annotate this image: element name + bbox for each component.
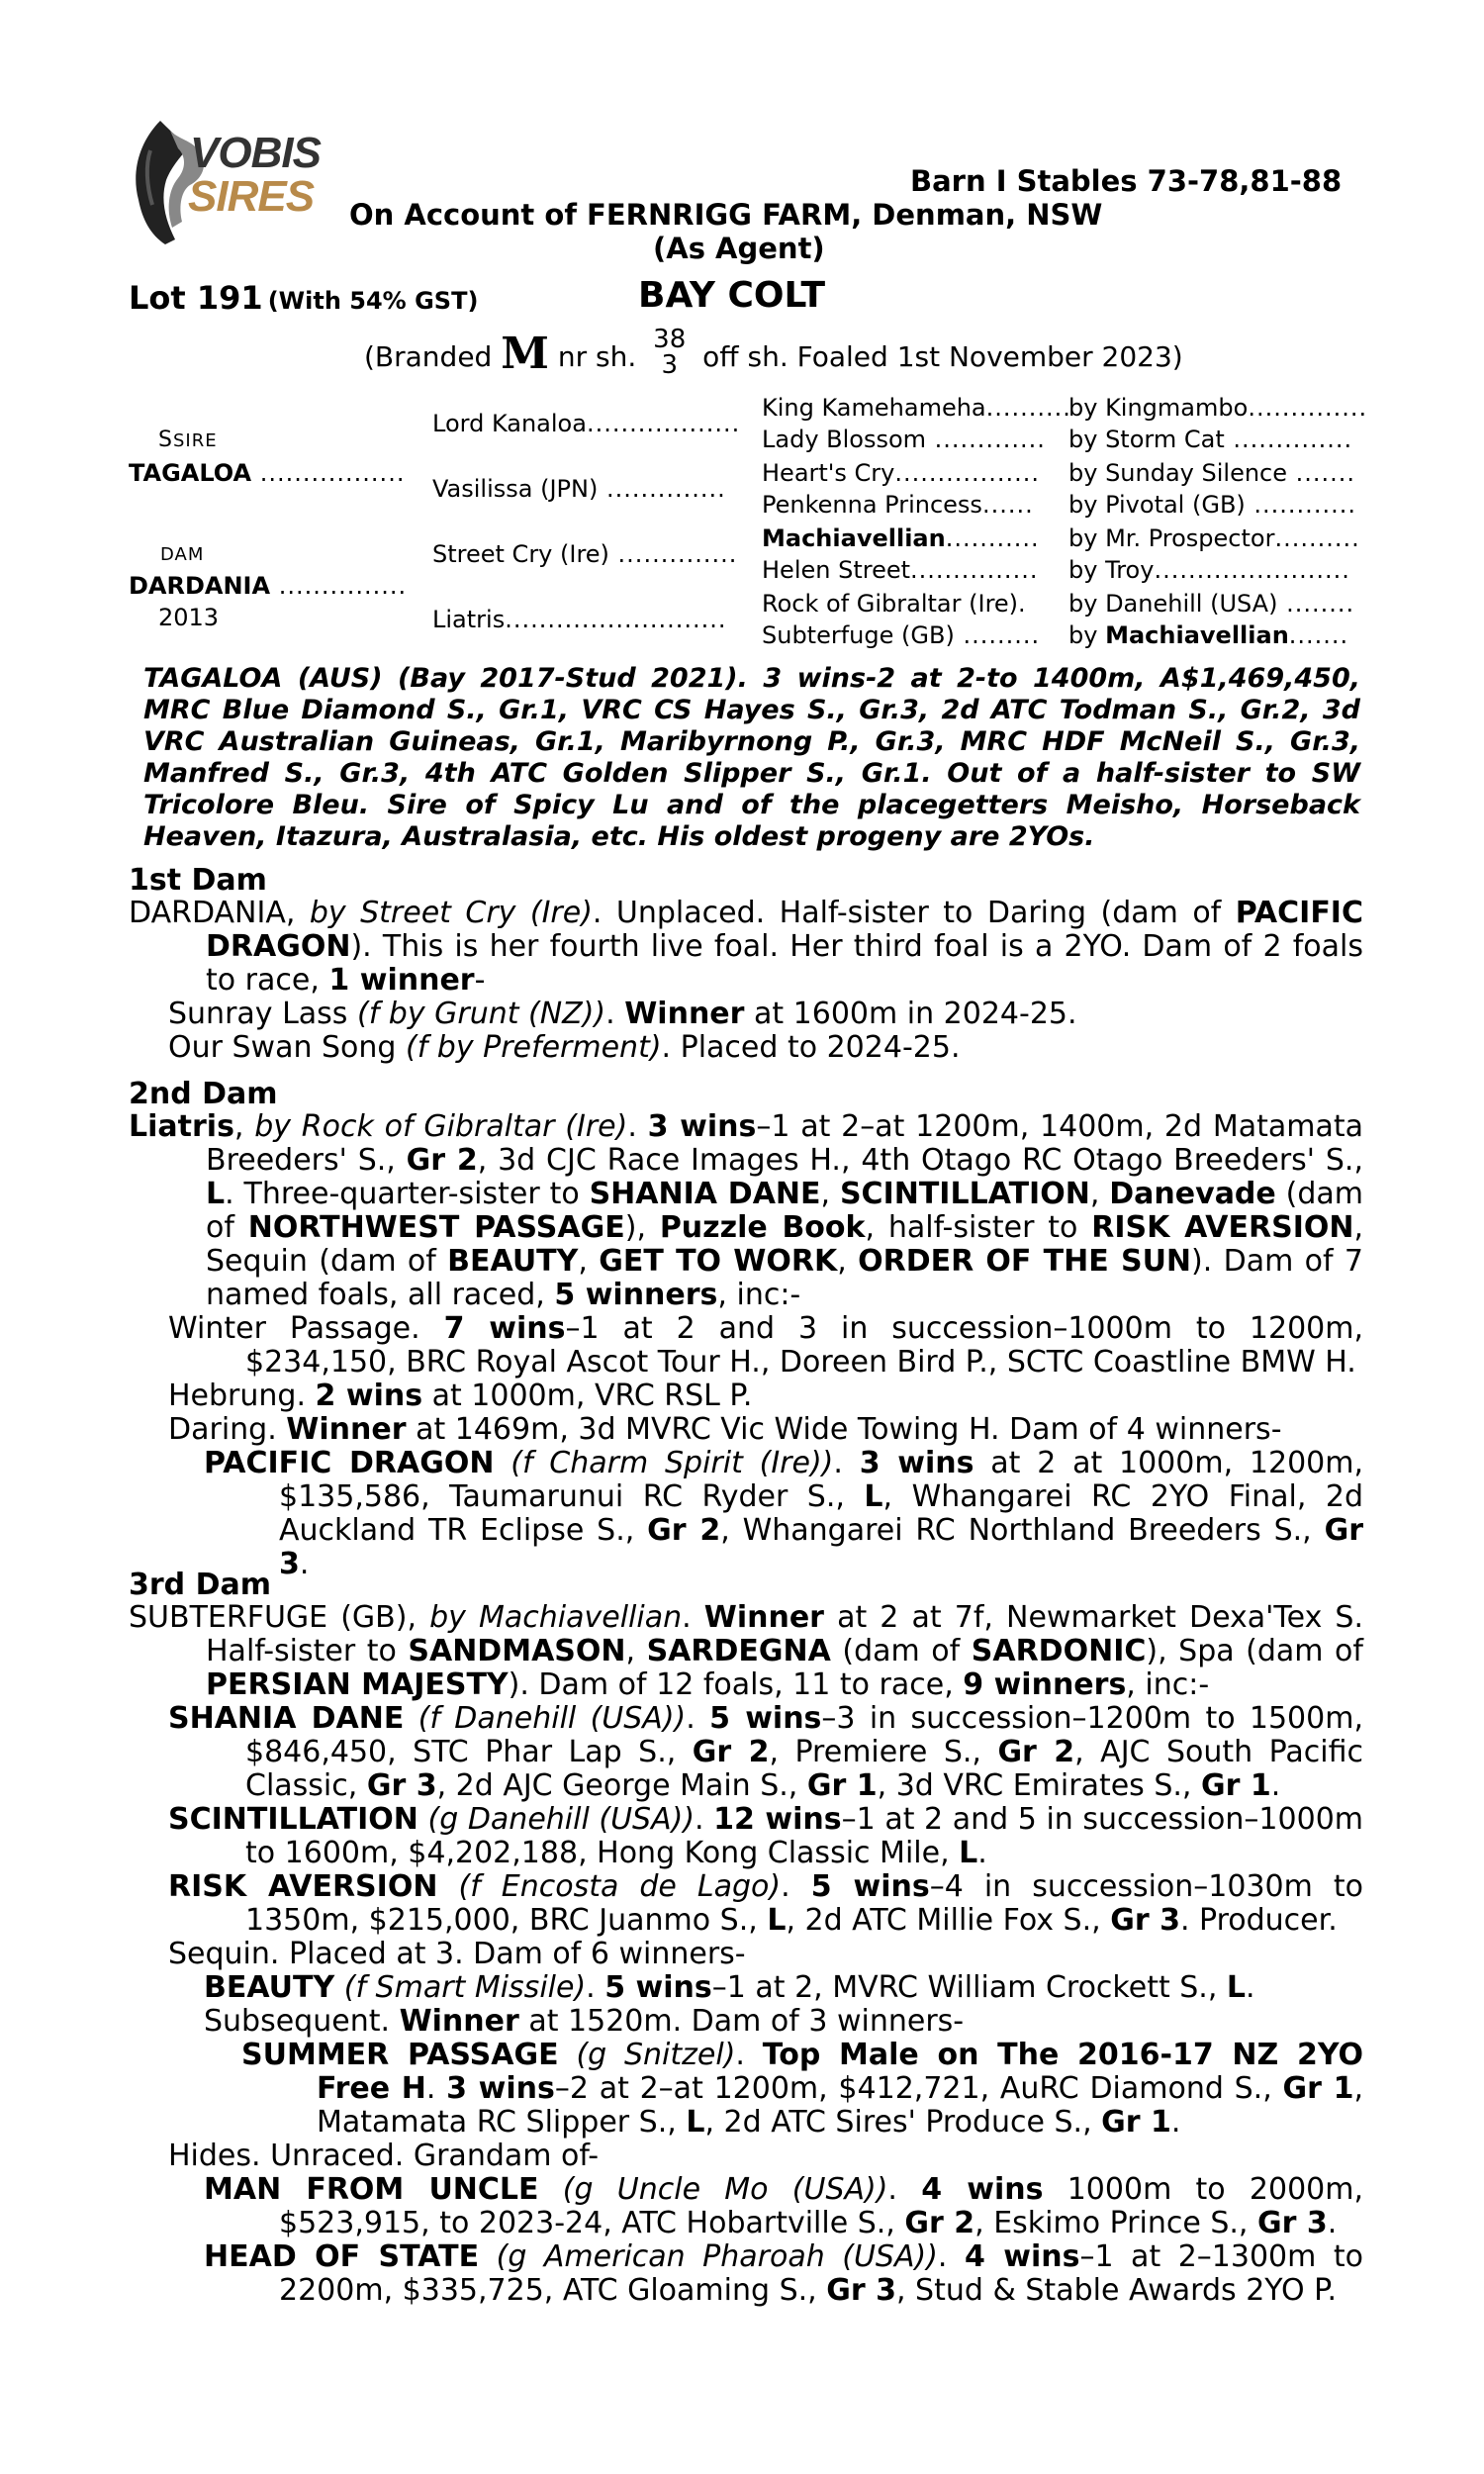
text-run: at 1000m, VRC RSL P. (422, 1379, 753, 1413)
g3-7-bold: Machiavellian (1105, 621, 1289, 649)
text-run: NORTHWEST PASSAGE (247, 1210, 625, 1245)
text-run: at 2 at 7f, Newmarket Dexa'Tex S. Half-sister to (206, 1600, 1363, 1668)
g1-2: Street Cry (Ire) .............. (432, 540, 738, 568)
g2-4: Machiavellian........... (762, 524, 1040, 552)
text-run: , Whangarei RC Northland Breeders S., (720, 1513, 1325, 1548)
text-run: Gr 2 (997, 1735, 1075, 1769)
gst-note: (With 54% GST) (267, 287, 479, 315)
text-run: 9 winners (963, 1667, 1127, 1702)
g2-6: Rock of Gibraltar (Ire). (762, 590, 1027, 618)
first-dam-section (129, 897, 1363, 1065)
sire-label-text: SIRE (172, 430, 218, 451)
g3-7: by Machiavellian....... (1068, 621, 1349, 649)
g2-1-text: Lady Blossom (762, 426, 927, 453)
text-run: –2 at 2–at 1200m, $412,721, AuRC Diamond S., (554, 2071, 1283, 2106)
g1-2-text: Street Cry (Ire) (432, 540, 609, 568)
text-run: Gr 3 (366, 1768, 437, 1803)
brand-nr: nr sh. (557, 340, 637, 373)
text-run: –1 at 2 and 3 in succession–1000m to 1200m, $234,150, BRC Royal Ascot Tour H., Doreen Bird P., SCTC Coastline BMW H. (245, 1311, 1363, 1380)
text-run: Winner (703, 1600, 824, 1635)
text-run: , (837, 1244, 859, 1279)
text-run: SCINTILLATION (168, 1802, 418, 1837)
brand-number-top: 38 (653, 325, 687, 354)
g3-5-text: by Troy (1068, 556, 1155, 584)
text-run: , (625, 1634, 647, 1668)
text-run: SHANIA DANE (589, 1177, 821, 1211)
text-run: ), Spa (dam of (1146, 1634, 1363, 1668)
third-dam-paragraph (129, 1601, 1363, 1702)
text-run (539, 2172, 563, 2207)
text-run: . (425, 2071, 447, 2106)
g1-0: Lord Kanaloa.................. (432, 410, 741, 437)
g2-7: Subterfuge (GB) ......... (762, 621, 1041, 649)
text-run: Sunray Lass (168, 997, 357, 1031)
text-run: L (959, 1836, 978, 1870)
text-run: 2 wins (315, 1379, 423, 1413)
text-run: 3 wins (647, 1109, 757, 1144)
text-run: RISK AVERSION (1091, 1210, 1354, 1245)
text-run: at 2 at 1000m, 1200m, $135,586, Taumarunui RC Ryder S., (279, 1446, 1363, 1514)
text-run: Hebrung. (168, 1379, 316, 1413)
text-run: 5 wins (709, 1701, 822, 1736)
text-run: 5 winners (554, 1278, 718, 1312)
g3-1-text: by Storm Cat (1068, 426, 1225, 453)
g3-1: by Storm Cat .............. (1068, 426, 1353, 453)
text-run: , Whangarei RC 2YO Final, 2d Auckland TR Eclipse S., (279, 1479, 1363, 1548)
text-run: SANDMASON (408, 1634, 626, 1668)
third-dam-section (129, 1601, 1363, 2308)
text-run: DARDANIA, (129, 896, 310, 930)
progeny-beauty (129, 1971, 1363, 2005)
text-run: L (686, 2105, 705, 2140)
first-dam-title: 1st Dam (129, 863, 267, 898)
text-run: SUBTERFUGE (GB), (129, 1600, 430, 1635)
g3-0: by Kingmambo.............. (1068, 394, 1368, 422)
third-dam-title: 3rd Dam (129, 1568, 271, 1602)
text-run (437, 1869, 458, 1904)
text-run: , Matamata RC Slipper S., (317, 2071, 1363, 2140)
text-run: 4 wins (964, 2239, 1080, 2274)
account-info: On Account of FERNRIGG FARM, Denman, NSW (349, 198, 1103, 232)
text-run: . (627, 1109, 648, 1144)
g2-4-text: Machiavellian (762, 524, 946, 552)
text-run: L (767, 1903, 787, 1938)
text-run: (g Snitzel) (576, 2038, 736, 2072)
progeny-our-swan-song (129, 1031, 1363, 1065)
g2-2-text: Heart's Cry (762, 459, 895, 487)
g3-6: by Danehill (USA) ........ (1068, 590, 1355, 618)
agent-info: (As Agent) (653, 232, 825, 265)
dam-name: DARDANIA ............... (129, 572, 408, 600)
brand-line (364, 327, 1183, 384)
text-run: , Stud & Stable Awards 2YO P. (895, 2273, 1338, 2308)
g1-1: Vasilissa (JPN) .............. (432, 475, 726, 503)
text-run: , half-sister to (865, 1210, 1092, 1245)
text-run: –1 at 2 and 5 in succession–1000m to 1600m, $4,202,188, Hong Kong Classic Mile, (245, 1802, 1364, 1870)
text-run: . (1170, 2105, 1181, 2140)
text-run: . (299, 1547, 310, 1581)
text-run: Gr 2 (904, 2206, 975, 2240)
text-run: , Sequin (dam of (206, 1210, 1364, 1279)
text-run: at 1520m. Dam of 3 winners- (518, 2004, 965, 2039)
text-run: Liatris (129, 1109, 234, 1144)
text-run: GET TO WORK (599, 1244, 838, 1279)
barn-info: Barn I Stables 73-78,81-88 (910, 164, 1343, 198)
text-run: . (887, 2172, 922, 2207)
text-run: ). Dam of 7 named foals, all raced, (206, 1244, 1363, 1312)
text-run: , (1089, 1177, 1110, 1211)
text-run: , 3d CJC Race Images H., 4th Otago RC Otago Breeders' S., (477, 1143, 1363, 1178)
text-run: 5 wins (604, 1970, 712, 2005)
text-run: Gr 3 (1257, 2206, 1328, 2240)
g3-3-text: by Pivotal (GB) (1068, 491, 1246, 519)
g1-3: Liatris.......................... (432, 606, 727, 633)
text-run: Winner (286, 1412, 407, 1447)
brand-vobis: VOBIS (190, 129, 321, 177)
text-run: . (1327, 2206, 1338, 2240)
text-run: . (682, 1600, 704, 1635)
text-run: L (864, 1479, 883, 1514)
text-run: L (1226, 1970, 1247, 2005)
brand-mark: M (501, 329, 549, 379)
g2-6-text: Rock of Gibraltar (Ire) (762, 590, 1019, 618)
text-run: (f by Grunt (NZ)) (356, 997, 606, 1031)
text-run: (f Danehill (USA)) (417, 1701, 687, 1736)
text-run: . Producer. (1179, 1903, 1338, 1938)
text-run (479, 2239, 497, 2274)
text-run: Gr 1 (1201, 1768, 1271, 1803)
progeny-sunray-lass (129, 998, 1363, 1031)
text-run: 12 wins (713, 1802, 842, 1837)
text-run: ). Dam of 12 foals, 11 to race, (508, 1667, 964, 1702)
text-run: Danevade (1109, 1177, 1276, 1211)
progeny-scintillation (129, 1803, 1363, 1870)
text-run: Winner (624, 997, 745, 1031)
text-run: ORDER OF THE SUN (858, 1244, 1192, 1279)
text-run: –4 in succession–1030m to 1350m, $215,000, BRC Juanmo S., (245, 1869, 1363, 1938)
text-run: (f Charm Spirit (Ire)) (510, 1446, 834, 1480)
g2-3: Penkenna Princess...... (762, 491, 1034, 519)
text-run: , Eskimo Prince S., (974, 2206, 1257, 2240)
text-run: . (1270, 1768, 1281, 1803)
text-run: SHANIA DANE (168, 1701, 405, 1736)
g1-0-text: Lord Kanaloa (432, 410, 587, 437)
second-dam-title: 2nd Dam (129, 1077, 278, 1111)
text-run: L (206, 1177, 226, 1211)
g2-5-text: Helen Street (762, 556, 911, 584)
progeny-man-from-uncle (129, 2173, 1363, 2240)
text-run: , (233, 1109, 255, 1144)
text-run: . (695, 1802, 714, 1837)
g2-7-text: Subterfuge (GB) (762, 621, 955, 649)
dam-name-text: DARDANIA (129, 572, 271, 600)
text-run: SARDONIC (971, 1634, 1147, 1668)
text-run: (g Uncle Mo (USA)) (562, 2172, 888, 2207)
text-run: Gr 3 (1110, 1903, 1180, 1938)
text-run: at 1600m in 2024-25. (744, 997, 1077, 1031)
text-run: (f Encosta de Lago) (458, 1869, 782, 1904)
text-run: - (474, 963, 486, 998)
g2-3-text: Penkenna Princess (762, 491, 982, 519)
text-run: SCINTILLATION (839, 1177, 1090, 1211)
text-run: . (1246, 1970, 1255, 2005)
text-run: 3 wins (446, 2071, 555, 2106)
text-run: , (578, 1244, 600, 1279)
text-run: –1 at 2–at 1200m, 1400m, 2d Matamata Breeders' S., (206, 1109, 1363, 1178)
text-run: (dam of (830, 1634, 972, 1668)
text-run: by Rock of Gibraltar (Ire) (254, 1109, 628, 1144)
g3-7-text: by (1068, 621, 1098, 649)
g3-2: by Sunday Silence ....... (1068, 459, 1356, 487)
progeny-head-of-state (129, 2240, 1363, 2308)
dam-label (160, 544, 204, 565)
text-run: Sequin. Placed at 3. Dam of 6 winners- (168, 1937, 746, 1971)
text-run: Gr 1 (1282, 2071, 1354, 2106)
progeny-hides (129, 2140, 1363, 2173)
text-run (494, 1446, 510, 1480)
text-run: 4 wins (921, 2172, 1044, 2207)
brand-sires: SIRES (188, 172, 315, 221)
text-run: SUMMER PASSAGE (241, 2038, 559, 2072)
text-run: Daring. (168, 1412, 287, 1447)
text-run: . Unplaced. Half-sister to Daring (dam of (592, 896, 1236, 930)
text-run (559, 2038, 577, 2072)
sire-summary: TAGALOA (AUS) (Bay 2017-Stud 2021). 3 wins-2 at 2-to 1400m, A$1,469,450, MRC Blue Diamond S., Gr.1, VRC CS Hayes S., Gr.3, 2d ATC Todman S., Gr.2, 3d VRC Australian Guineas, Gr.1, Maribyrnong P., Gr.3, MRC HDF McNeil S., Gr.3, Manfred S., Gr.3, 4th ATC Golden Slipper S., Gr.1. Out of a half-sister to SW Tricolore Bleu. Sire of Spicy Lu and of the placegetters Meisho, Horseback Heaven, Itazura, Australasia, etc. His oldest progeny are 2YOs. (143, 663, 1360, 852)
text-run: . (586, 1970, 605, 2005)
text-run: Gr 3 (279, 1513, 1363, 1581)
first-dam-paragraph (129, 897, 1363, 998)
text-run: . (977, 1836, 987, 1870)
text-run: MAN FROM UNCLE (204, 2172, 539, 2207)
progeny-risk-aversion (129, 1870, 1363, 1938)
text-run: by Street Cry (Ire) (309, 896, 593, 930)
text-run: Gr 2 (647, 1513, 721, 1548)
text-run (334, 1970, 344, 2005)
g2-1: Lady Blossom ............. (762, 426, 1046, 453)
g2-0-text: King Kamehameha (762, 394, 986, 422)
vobis-sires-logo (121, 111, 319, 249)
dam-label-text: DAM (160, 544, 205, 565)
text-run: 7 wins (443, 1311, 566, 1346)
text-run: . Placed to 2024-25. (661, 1030, 961, 1065)
text-run: Gr 2 (406, 1143, 478, 1178)
text-run: at 1469m, 3d MVRC Vic Wide Towing H. Dam of 4 winners- (406, 1412, 1282, 1447)
g1-1-text: Vasilissa (JPN) (432, 475, 599, 503)
text-run: (g American Pharoah (USA)) (496, 2239, 938, 2274)
text-run: Top Male on The 2016-17 NZ 2YO Free H (317, 2038, 1364, 2106)
sire-name: TAGALOA ................. (129, 459, 406, 487)
text-run: , AJC South Pacific Classic, (245, 1735, 1363, 1803)
text-run: Gr 1 (806, 1768, 878, 1803)
g2-2: Heart's Cry................. (762, 459, 1041, 487)
g3-2-text: by Sunday Silence (1068, 459, 1288, 487)
text-run: ), (624, 1210, 660, 1245)
text-run: (dam of (206, 1177, 1364, 1245)
second-dam-paragraph (129, 1110, 1363, 1312)
g3-3: by Pivotal (GB) ............ (1068, 491, 1356, 519)
sire-label: SSIRE (158, 428, 218, 452)
brand-prefix: (Branded (364, 340, 493, 373)
text-run: . (937, 2239, 965, 2274)
text-run (404, 1701, 417, 1736)
text-run: , Premiere S., (769, 1735, 998, 1769)
text-run: Winter Passage. (168, 1311, 444, 1346)
text-run: HEAD OF STATE (204, 2239, 480, 2274)
progeny-shania-dane (129, 1702, 1363, 1803)
progeny-summer-passage (129, 2039, 1363, 2140)
progeny-winter-passage (129, 1312, 1363, 1380)
text-run: . (686, 1701, 710, 1736)
g3-6-text: by Danehill (USA) (1068, 590, 1278, 618)
g3-4-text: by Mr. Prospector (1068, 524, 1275, 552)
text-run: Winner (399, 2004, 519, 2039)
g3-0-text: by Kingmambo (1068, 394, 1249, 422)
text-run: Gr 3 (826, 2273, 896, 2308)
text-run: by Machiavellian (429, 1600, 683, 1635)
text-run: . Three-quarter-sister to (225, 1177, 590, 1211)
text-run: 1000m to 2000m, $523,915, to 2023-24, ATC Hobartville S., (279, 2172, 1364, 2240)
text-run: PERSIAN MAJESTY (206, 1667, 509, 1702)
text-run: . (605, 997, 625, 1031)
text-run: 1 winner (328, 963, 475, 998)
dam-year: 2013 (158, 604, 220, 631)
horse-description: BAY COLT (638, 275, 826, 316)
text-run: RISK AVERSION (168, 1869, 438, 1904)
progeny-subsequent (129, 2005, 1363, 2039)
text-run: , inc:- (1126, 1667, 1210, 1702)
progeny-pacific-dragon (129, 1447, 1363, 1581)
text-run: (f by Preferment) (406, 1030, 662, 1065)
text-run: BEAUTY (447, 1244, 579, 1279)
g1-3-text: Liatris (432, 606, 506, 633)
text-run: Gr 1 (1101, 2105, 1171, 2140)
lot-line (129, 279, 478, 317)
g2-5: Helen Street............... (762, 556, 1039, 584)
brand-number-bottom: 3 (661, 350, 678, 380)
text-run: , 2d AJC George Main S., (436, 1768, 807, 1803)
text-run: Hides. Unraced. Grandam of- (168, 2139, 600, 2173)
text-run: ). This is her fourth live foal. Her third foal is a 2YO. Dam of 2 foals to race, (206, 929, 1363, 998)
progeny-sequin (129, 1938, 1363, 1971)
text-run: . (781, 1869, 811, 1904)
text-run: –1 at 2–1300m to 2200m, $335,725, ATC Gloaming S., (279, 2239, 1363, 2308)
text-run: –3 in succession–1200m to 1500m, $846,450, STC Phar Lap S., (245, 1701, 1363, 1769)
text-run: , (820, 1177, 840, 1211)
text-run: (g Danehill (USA)) (427, 1802, 696, 1837)
text-run: , 2d ATC Millie Fox S., (786, 1903, 1111, 1938)
g2-0: King Kamehameha.......... (762, 394, 1071, 422)
lot-number: Lot 191 (129, 279, 263, 317)
text-run: 3 wins (859, 1446, 974, 1480)
second-dam-section (129, 1110, 1363, 1581)
text-run: Gr 2 (692, 1735, 770, 1769)
text-run: SARDEGNA (646, 1634, 831, 1668)
sire-name-text: TAGALOA (129, 459, 252, 487)
text-run: Puzzle Book (659, 1210, 866, 1245)
progeny-hebrung (129, 1380, 1363, 1413)
text-run: , 3d VRC Emirates S., (877, 1768, 1201, 1803)
text-run: , inc:- (717, 1278, 801, 1312)
g3-5: by Troy....................... (1068, 556, 1350, 584)
text-run: Our Swan Song (168, 1030, 406, 1065)
brand-suffix: off sh. Foaled 1st November 2023) (702, 340, 1183, 373)
text-run: , 2d ATC Sires' Produce S., (704, 2105, 1102, 2140)
text-run: 5 wins (810, 1869, 930, 1904)
text-run: PACIFIC DRAGON (204, 1446, 495, 1480)
g3-4: by Mr. Prospector.......... (1068, 524, 1360, 552)
text-run: PACIFIC DRAGON (206, 896, 1363, 964)
text-run: . (735, 2038, 763, 2072)
text-run: Subsequent. (204, 2004, 400, 2039)
text-run: BEAUTY (204, 1970, 335, 2005)
progeny-daring (129, 1413, 1363, 1447)
text-run: (f Smart Missile) (343, 1970, 587, 2005)
text-run: . (833, 1446, 860, 1480)
text-run: –1 at 2, MVRC William Crockett S., (711, 1970, 1227, 2005)
